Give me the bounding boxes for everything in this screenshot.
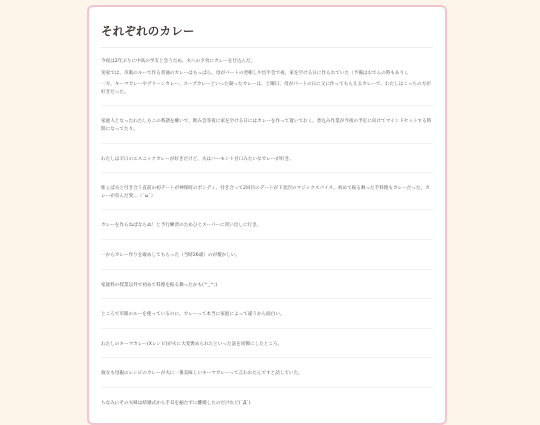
paragraph-divider bbox=[101, 328, 433, 329]
paragraph-12: 彼女も母親のレシピのカレーが夫に一番美味しいキーマカレーって言われたんですと話していた。 bbox=[101, 371, 303, 377]
paragraph-11: わたしのキーマカレー(Xレシピ)が夫に大変褒められたといった話を同僚にしたところ。 bbox=[101, 341, 283, 347]
paragraph-divider bbox=[101, 209, 433, 210]
article-title: それぞれのカレー bbox=[101, 24, 195, 38]
paragraph-3: 一方、キーマカレーやグリーンカレー、スープカレーといった凝ったカレーは、土曜日、母がパートの日に父に作ってもらえるカレーで、わたしはこっちの方が好きだった。 bbox=[101, 82, 431, 95]
paragraph-divider bbox=[101, 239, 433, 240]
paragraph-divider bbox=[101, 269, 433, 270]
paragraph-5: わたしは辛口のエスニックカレーが好きだけど、夫はバーモント甘口みたいなカレーが好き。 bbox=[101, 156, 294, 162]
paragraph-2: 実家では、市販のルーで作る普通のカレーはもっぱら、母がパートの翌朝しや出半会で夜、家を空ける日に作られていた（予備はおでんの時もあり）。 bbox=[101, 70, 412, 76]
paragraph-9: 家庭料の授業以外で初めて料理を振る舞ったかも(^_^;) bbox=[101, 282, 218, 288]
article-card bbox=[87, 5, 447, 425]
paragraph-divider bbox=[101, 143, 433, 144]
title-divider bbox=[101, 47, 433, 48]
paragraph-7: カレーを作らねばならぬ！と予行練習のためひとスーパーに買い出しに行き。 bbox=[101, 223, 262, 229]
paragraph-1: 今夜は2年ぶりに中高の学友と会うため、夫への夕食にカレーを仕込んだ。 bbox=[101, 59, 256, 64]
paragraph-divider bbox=[101, 387, 433, 388]
paragraph-6: 彫ぇば夫と付き合う直前の初デートが神保町のボンディ、付き合って2回目のデートが下北沢のマジックスパイス。初めて振る舞った手料理もカレーだった。カレーが育んだ愛…（´ω`） bbox=[101, 186, 430, 199]
paragraph-divider bbox=[101, 105, 433, 106]
paragraph-divider bbox=[101, 357, 433, 358]
paragraph-8: 一からカレー作りを敢めしてもらった（当時26歳）のが懐かしい。 bbox=[101, 252, 241, 258]
paragraph-divider bbox=[101, 172, 433, 173]
paragraph-4: 家庭人となったわたしもこの系譜を継いで、飲み会等夜に家を空ける日にはカレーを作って置いておく。煮込み作業が今夜の予定に向けてマインドセットする時間になってたり。 bbox=[101, 119, 432, 132]
paragraph-divider bbox=[101, 298, 433, 299]
paragraph-10: ところで市販のルーを使っているのに、カレーって本当に家庭によって違うから面白い。 bbox=[101, 312, 285, 318]
paragraph-13: ちなみにその夫婦は結婚式から手耳を揃たずに離婚したのだけれど(´Д`) bbox=[101, 400, 251, 406]
